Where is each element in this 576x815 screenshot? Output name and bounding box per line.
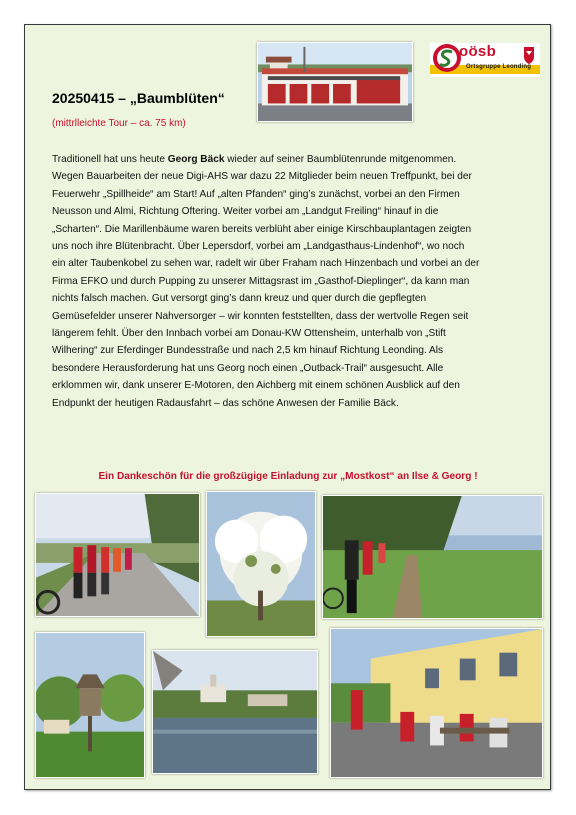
text-line: Wegen Bauarbeiten der neue Digi-AHS war dazu 22 Mitglieder beim neuen Treffpunkt, bei der [52, 171, 472, 183]
photo-fire-station [257, 42, 413, 122]
text-line: längerem fehlt. Über den Innbach vorbei am Donau-KW Ottensheim, unterhalb von „Stift [52, 328, 446, 340]
text-line: Wilhering“ zur Eferdinger Bundesstraße und nach 2,5 km hinauf Richtung Leonding. Als [52, 345, 444, 357]
page-title: 20250415 – „Baumblüten“ [52, 90, 225, 106]
text-line: nichts falsch machen. Gut versorgt ging’s dann kreuz und quer durch die gepflegten [52, 293, 427, 305]
text-line: erklommen wir, dank unserer E-Motoren, den Aichberg mit einem schönen Ausblick auf den [52, 380, 460, 392]
text-line: uns noch ihre Blütenbracht. Über Lepersdorf, vorbei am „Landgasthaus-Lindenhof“, wo noch [52, 241, 465, 253]
text-line: ein alter Taubenkobel zu sehen war, radelt wir über Fraham nach Hinzenbach und vorbei an der [52, 258, 480, 270]
photo-farmhouse-gathering [330, 628, 543, 778]
text-line: Endpunkt der heutigen Radausfahrt – das schöne Anwesen der Familie Bäck. [52, 397, 399, 409]
photo-group-on-path [35, 493, 200, 617]
report-text [52, 151, 524, 412]
text-line: „Scharten“. Die Marillenbäume waren bereits verblüht aber einige Kirschbauplantagen zeigten [52, 223, 472, 235]
photo-cherry-blossom [206, 491, 316, 637]
oosb-logo [430, 43, 540, 77]
text-line: Neusson und Almi, Richtung Oftering. Weiter vorbei am „Landgut Freiling“ hinauf in die [52, 206, 439, 218]
photo-trail-cyclists [322, 495, 543, 619]
text-line: Traditionell hat uns heute Georg Bäck wieder auf seiner Baumblütenrunde mitgenommen. [52, 154, 457, 165]
text-line: besondere Herausforderung hat uns Georg noch einen „Outback-Trail“ ausgesucht. Alle [52, 362, 444, 374]
logo-subtitle: Ortsgruppe Leonding [466, 64, 532, 70]
thanks-line: Ein Dankeschön für die großzügige Einladung zur „Mostkost“ an Ilse & Georg ! [98, 471, 478, 482]
logo-brand: oösb [459, 43, 497, 60]
text-line: Gemüsefelder unserer Nahversorger – wir konnten feststellten, dass der wertvolle Regen seit [52, 310, 469, 322]
tour-subtitle: (mittrlleichte Tour – ca. 75 km) [52, 118, 186, 129]
text-line: Firma EFKO und durch Pupping zu unserer Mittagsrast im „Gasthof-Dieplinger“, da kann man [52, 275, 470, 287]
photo-danube-view [152, 650, 318, 774]
text-line: Feuerwehr „Spillheide“ am Start! Auf „alten Pfanden“ ging’s zunächst, vorbei an den Firmen [52, 188, 460, 200]
photo-dovecote [35, 632, 145, 778]
